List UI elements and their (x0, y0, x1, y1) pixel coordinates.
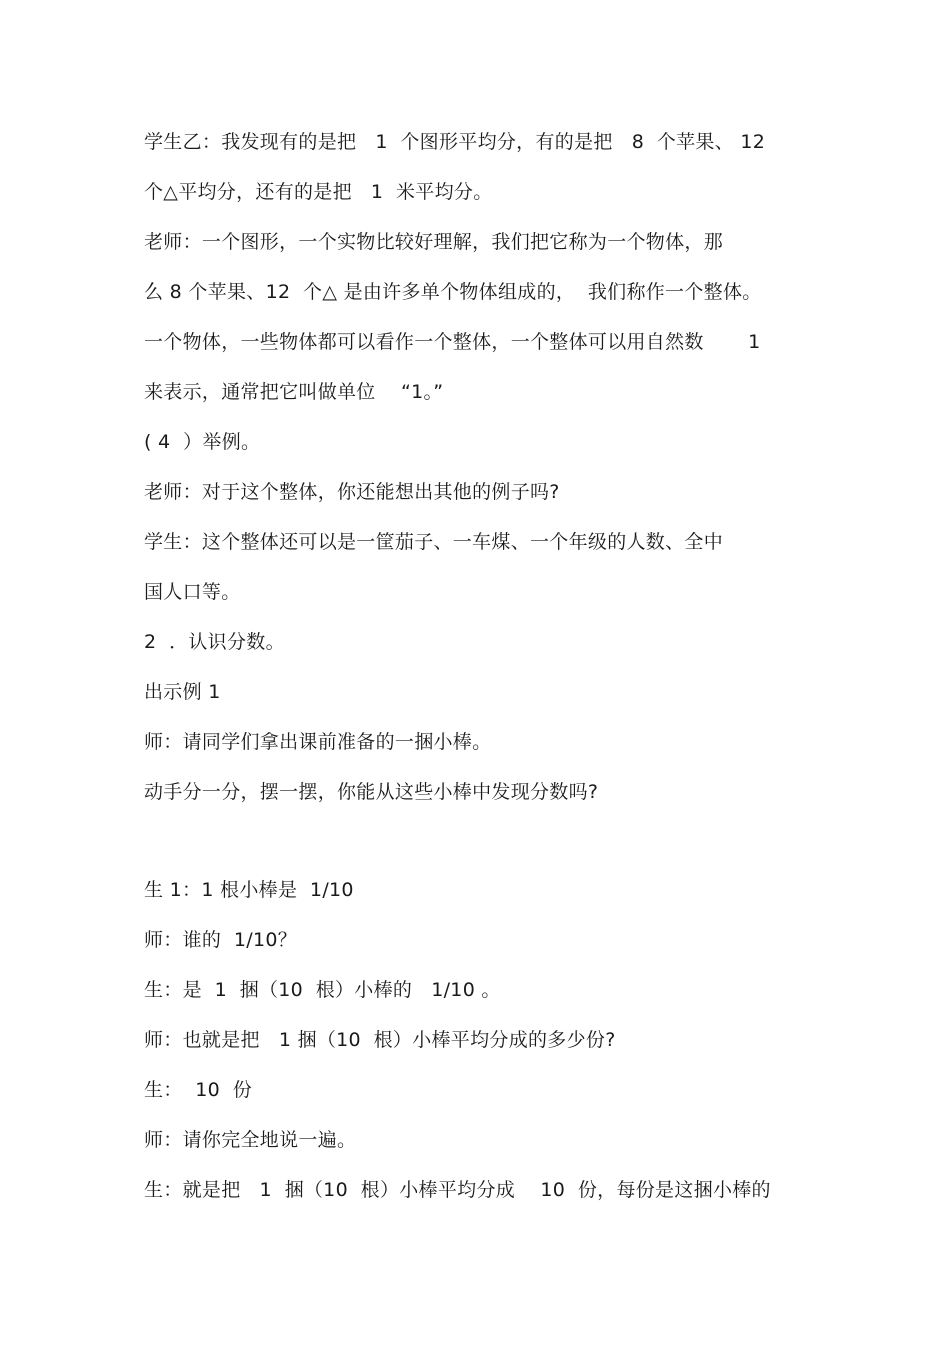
text-line: 2 ．认识分数。 (144, 631, 285, 653)
text-line: 老师：一个图形，一个实物比较好理解，我们把它称为一个物体，那 (144, 231, 724, 253)
text-line: 学生乙：我发现有的是把 1 个图形平均分，有的是把 8 个苹果、 12 (144, 131, 766, 153)
text-line: 国人口等。 (144, 581, 241, 603)
text-line: 来表示，通常把它叫做单位 “1。” (144, 381, 444, 403)
text-line: 生：就是把 1 捆（10 根）小棒平均分成 10 份，每份是这捆小棒的 (144, 1179, 771, 1201)
text-line: 生：是 1 捆（10 根）小棒的 1/10 。 (144, 979, 501, 1001)
text-line: 生 1：1 根小棒是 1/10 (144, 879, 354, 901)
text-line: 么 8 个苹果、12 个△ 是由许多单个物体组成的， 我们称作一个整体。 (144, 281, 762, 303)
text-line: 师：也就是把 1 捆（10 根）小棒平均分成的多少份? (144, 1029, 616, 1051)
text-line: 老师：对于这个整体，你还能想出其他的例子吗? (144, 481, 560, 503)
text-line: 生： 10 份 (144, 1079, 253, 1101)
text-line: 师：请同学们拿出课前准备的一捆小棒。 (144, 731, 492, 753)
text-line: 一个物体，一些物体都可以看作一个整体，一个整体可以用自然数 1 (144, 331, 761, 353)
text-line: 出示例 1 (144, 681, 221, 703)
text-line: 学生：这个整体还可以是一筐茄子、一车煤、一个年级的人数、全中 (144, 531, 724, 553)
text-line: 师：谁的 1/10？ (144, 929, 298, 951)
text-line: ( 4 ）举例。 (144, 431, 261, 453)
text-line: 师：请你完全地说一遍。 (144, 1129, 357, 1151)
text-line: 个△平均分，还有的是把 1 米平均分。 (144, 181, 493, 203)
text-line: 动手分一分，摆一摆，你能从这些小棒中发现分数吗? (144, 781, 599, 803)
